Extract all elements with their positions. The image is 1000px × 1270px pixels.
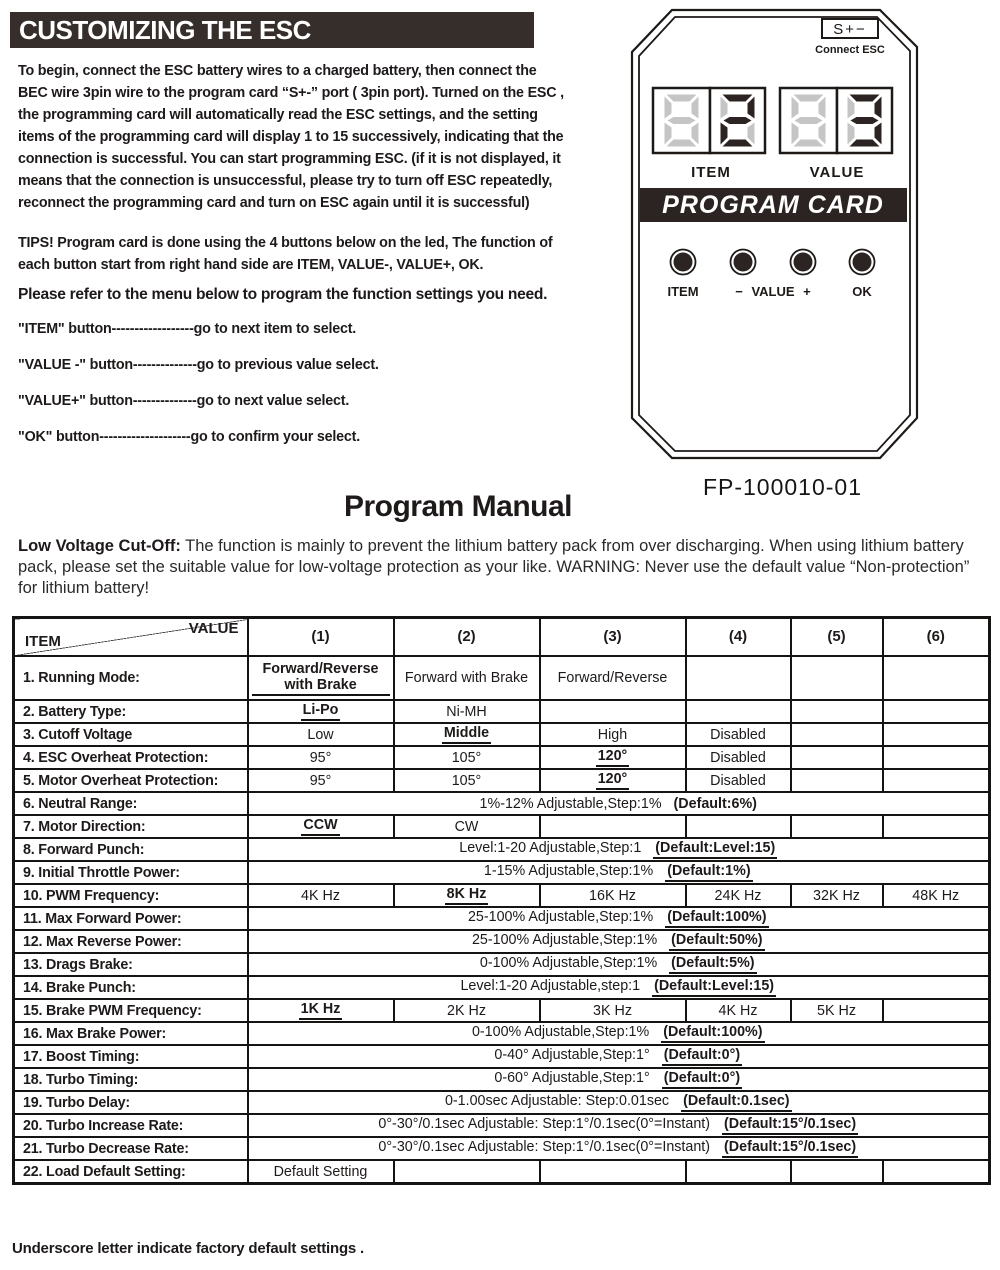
table-row bbox=[14, 999, 990, 1022]
segment-g bbox=[795, 117, 823, 124]
item-cell: 5. Motor Overheat Protection: bbox=[14, 769, 248, 792]
guide-line-item: "ITEM" button------------------go to next item to select. bbox=[18, 321, 357, 337]
footnote: Underscore letter indicate factory default settings . bbox=[12, 1240, 364, 1257]
table-row bbox=[14, 723, 990, 746]
table-row bbox=[14, 1045, 990, 1068]
value-text: Li-Po bbox=[301, 702, 341, 721]
item-cell: 1. Running Mode: bbox=[14, 656, 248, 700]
manual-title: Program Manual bbox=[343, 490, 573, 523]
value-cell bbox=[686, 746, 791, 769]
value-text: Disabled bbox=[710, 726, 766, 743]
header-col: (1) bbox=[248, 618, 394, 657]
value-cell bbox=[686, 999, 791, 1022]
table-row bbox=[14, 907, 990, 930]
table-row bbox=[14, 746, 990, 769]
value-text: Default Setting bbox=[273, 1163, 368, 1180]
span-cell bbox=[248, 838, 990, 861]
span-cell bbox=[248, 1091, 990, 1114]
table-row bbox=[14, 838, 990, 861]
default-text: (Default:Level:15) bbox=[653, 840, 777, 859]
item-cell: 2. Battery Type: bbox=[14, 700, 248, 723]
value-cell bbox=[248, 769, 394, 792]
default-text: (Default:5%) bbox=[669, 955, 756, 974]
item-value-diagonal-cell bbox=[14, 618, 248, 657]
segment-g bbox=[724, 117, 752, 124]
range-text: 0-100% Adjustable,Step:1% bbox=[479, 955, 658, 971]
table-row bbox=[14, 700, 990, 723]
value-text: Low bbox=[307, 726, 334, 743]
value-cell bbox=[686, 723, 791, 746]
value-text: 95° bbox=[309, 749, 332, 766]
value-cell bbox=[883, 999, 990, 1022]
banner-text: PROGRAM CARD bbox=[662, 191, 884, 219]
range-text: 0°-30°/0.1sec Adjustable: Step:1°/0.1sec(0°=Instant) bbox=[378, 1116, 711, 1132]
default-text: (Default:Level:15) bbox=[652, 978, 776, 997]
span-cell bbox=[248, 1137, 990, 1160]
value-cell bbox=[791, 746, 883, 769]
item-cell: 7. Motor Direction: bbox=[14, 815, 248, 838]
value-cell bbox=[540, 723, 686, 746]
item-cell: 21. Turbo Decrease Rate: bbox=[14, 1137, 248, 1160]
value-cell bbox=[248, 723, 394, 746]
item-cell: 10. PWM Frequency: bbox=[14, 884, 248, 907]
item-cell: 20. Turbo Increase Rate: bbox=[14, 1114, 248, 1137]
value-cell bbox=[394, 815, 540, 838]
table-row bbox=[14, 1137, 990, 1160]
value-text: Forward/Reverse bbox=[557, 670, 668, 686]
range-text: 1-15% Adjustable,Step:1% bbox=[483, 863, 654, 879]
default-text: (Default:0°) bbox=[662, 1047, 742, 1066]
item-button-label: ITEM bbox=[667, 284, 699, 299]
item-cell: 22. Load Default Setting: bbox=[14, 1160, 248, 1184]
button-guide bbox=[18, 319, 598, 463]
default-text: (Default:100%) bbox=[665, 909, 768, 928]
header-value-label: VALUE bbox=[188, 620, 239, 637]
item-cell: 3. Cutoff Voltage bbox=[14, 723, 248, 746]
range-text: 25-100% Adjustable,Step:1% bbox=[471, 932, 658, 948]
header-col: (4) bbox=[686, 618, 791, 657]
value-text: 24K Hz bbox=[714, 887, 762, 904]
table-header-row bbox=[14, 618, 990, 657]
value-text: 4K Hz bbox=[718, 1002, 758, 1019]
value-cell bbox=[883, 656, 990, 700]
default-text: (Default:6%) bbox=[673, 795, 757, 812]
value-plus-button[interactable] bbox=[791, 250, 816, 275]
value-text: Middle bbox=[442, 725, 491, 744]
value-text: Forward with Brake bbox=[404, 670, 529, 686]
segment-g bbox=[851, 117, 879, 124]
card-outline-outer bbox=[632, 10, 917, 458]
low-voltage-paragraph bbox=[18, 536, 984, 599]
table-row bbox=[14, 1160, 990, 1184]
value-text: High bbox=[597, 726, 628, 743]
item-cell: 16. Max Brake Power: bbox=[14, 1022, 248, 1045]
item-cell: 13. Drags Brake: bbox=[14, 953, 248, 976]
low-voltage-body: The function is mainly to prevent the lithium battery pack from over discharging. When using lithium battery pack, please set the suitable value for low-voltage protection as your like. WARNING: Never use the default value “Non-protection” for lithium battery! bbox=[18, 537, 970, 597]
item-display-label: ITEM bbox=[691, 164, 731, 181]
table-row bbox=[14, 792, 990, 815]
item-cell: 17. Boost Timing: bbox=[14, 1045, 248, 1068]
value-text: Disabled bbox=[710, 772, 766, 789]
value-cell bbox=[883, 700, 990, 723]
span-cell bbox=[248, 861, 990, 884]
table-row bbox=[14, 884, 990, 907]
item-cell: 8. Forward Punch: bbox=[14, 838, 248, 861]
program-card-illustration bbox=[615, 5, 950, 473]
value-cell bbox=[791, 884, 883, 907]
table-row bbox=[14, 656, 990, 700]
span-cell bbox=[248, 1114, 990, 1137]
value-cell bbox=[540, 700, 686, 723]
value-text: 3K Hz bbox=[593, 1002, 632, 1019]
span-cell bbox=[248, 907, 990, 930]
value-cell bbox=[540, 884, 686, 907]
value-cell bbox=[540, 746, 686, 769]
default-text: (Default:0°) bbox=[662, 1070, 742, 1089]
value-cell bbox=[791, 1160, 883, 1184]
item-cell: 19. Turbo Delay: bbox=[14, 1091, 248, 1114]
guide-line-value-plus: "VALUE+" button--------------go to next value select. bbox=[18, 393, 350, 409]
value-cell bbox=[540, 999, 686, 1022]
table-row bbox=[14, 953, 990, 976]
value-cell bbox=[883, 884, 990, 907]
value-text: Forward/Reverse with Brake bbox=[252, 661, 390, 696]
value-cell bbox=[540, 769, 686, 792]
port-caption: Connect ESC bbox=[815, 44, 885, 56]
table-row bbox=[14, 1068, 990, 1091]
ok-button[interactable] bbox=[850, 250, 875, 275]
value-text: 120° bbox=[596, 771, 630, 790]
tips-paragraph: TIPS! Program card is done using the 4 buttons below on the led, The function of each button start from right hand side are ITEM, VALUE-, VALUE+, OK. bbox=[18, 235, 553, 273]
value-cell bbox=[394, 1160, 540, 1184]
value-cell bbox=[394, 700, 540, 723]
range-text: 0-60° Adjustable,Step:1° bbox=[494, 1070, 650, 1086]
value-text: 48K Hz bbox=[912, 887, 960, 904]
header-col: (6) bbox=[883, 618, 990, 657]
value-text: 105° bbox=[451, 772, 482, 789]
value-cell bbox=[686, 815, 791, 838]
value-text: Ni-MH bbox=[446, 703, 487, 720]
value-text: CCW bbox=[301, 817, 339, 836]
ok-button-label: OK bbox=[852, 284, 872, 299]
value-text: 95° bbox=[309, 772, 332, 789]
range-text: 25-100% Adjustable,Step:1% bbox=[467, 909, 654, 925]
value-cell bbox=[540, 1160, 686, 1184]
value-cell bbox=[394, 884, 540, 907]
default-text: (Default:15°/0.1sec) bbox=[722, 1116, 858, 1135]
value-button-label: − VALUE + bbox=[735, 284, 811, 299]
default-text: (Default:50%) bbox=[669, 932, 764, 951]
range-text: 0-40° Adjustable,Step:1° bbox=[494, 1047, 650, 1063]
value-cell bbox=[540, 656, 686, 700]
header-item-label: ITEM bbox=[25, 633, 61, 651]
range-text: 0-1.00sec Adjustable: Step:0.01sec bbox=[444, 1093, 670, 1109]
range-text: Level:1-20 Adjustable,step:1 bbox=[460, 978, 641, 994]
value-cell bbox=[883, 815, 990, 838]
value-cell bbox=[686, 1160, 791, 1184]
value-text: 4K Hz bbox=[301, 887, 340, 904]
value-cell bbox=[686, 656, 791, 700]
value-cell bbox=[248, 1160, 394, 1184]
item-cell: 15. Brake PWM Frequency: bbox=[14, 999, 248, 1022]
value-text: Disabled bbox=[710, 749, 766, 766]
table-row bbox=[14, 1114, 990, 1137]
value-cell bbox=[791, 999, 883, 1022]
value-text: 5K Hz bbox=[817, 1002, 856, 1019]
value-cell bbox=[394, 723, 540, 746]
value-minus-button[interactable] bbox=[731, 250, 756, 275]
value-cell bbox=[791, 656, 883, 700]
value-cell bbox=[883, 769, 990, 792]
span-cell bbox=[248, 953, 990, 976]
table-row bbox=[14, 769, 990, 792]
item-cell: 4. ESC Overheat Protection: bbox=[14, 746, 248, 769]
value-cell bbox=[791, 700, 883, 723]
item-cell: 18. Turbo Timing: bbox=[14, 1068, 248, 1091]
span-cell bbox=[248, 792, 990, 815]
value-text: 2K Hz bbox=[447, 1002, 486, 1019]
value-cell bbox=[394, 999, 540, 1022]
header-col: (3) bbox=[540, 618, 686, 657]
value-cell bbox=[248, 746, 394, 769]
span-cell bbox=[248, 1022, 990, 1045]
value-cell bbox=[686, 769, 791, 792]
item-cell: 9. Initial Throttle Power: bbox=[14, 861, 248, 884]
value-cell bbox=[686, 884, 791, 907]
value-cell bbox=[248, 884, 394, 907]
value-cell bbox=[883, 1160, 990, 1184]
value-cell bbox=[791, 769, 883, 792]
header-col: (5) bbox=[791, 618, 883, 657]
value-cell bbox=[248, 815, 394, 838]
value-text: 32K Hz bbox=[813, 887, 860, 904]
span-cell bbox=[248, 1045, 990, 1068]
value-text: 1K Hz bbox=[299, 1001, 343, 1020]
segment-g bbox=[668, 117, 696, 124]
value-cell bbox=[791, 723, 883, 746]
value-cell bbox=[791, 815, 883, 838]
item-cell: 12. Max Reverse Power: bbox=[14, 930, 248, 953]
table-row bbox=[14, 815, 990, 838]
table-row bbox=[14, 930, 990, 953]
table-row bbox=[14, 1091, 990, 1114]
value-display-label: VALUE bbox=[809, 164, 865, 181]
value-text: 16K Hz bbox=[589, 887, 636, 904]
value-cell bbox=[883, 723, 990, 746]
range-text: 0-100% Adjustable,Step:1% bbox=[471, 1024, 650, 1040]
value-cell bbox=[394, 746, 540, 769]
value-cell bbox=[248, 700, 394, 723]
guide-line-value-minus: "VALUE -" button--------------go to previous value select. bbox=[18, 357, 379, 373]
item-button[interactable] bbox=[671, 250, 696, 275]
value-cell bbox=[248, 999, 394, 1022]
table-row bbox=[14, 1022, 990, 1045]
span-cell bbox=[248, 930, 990, 953]
span-cell bbox=[248, 1068, 990, 1091]
table-row bbox=[14, 861, 990, 884]
guide-line-ok: "OK" button--------------------go to confirm your select. bbox=[18, 429, 361, 445]
value-text: 120° bbox=[596, 748, 630, 767]
model-number: FP-100010-01 bbox=[702, 474, 863, 500]
value-cell bbox=[883, 746, 990, 769]
item-cell: 6. Neutral Range: bbox=[14, 792, 248, 815]
low-voltage-lead: Low Voltage Cut-Off: bbox=[18, 537, 181, 555]
value-cell bbox=[686, 700, 791, 723]
default-text: (Default:100%) bbox=[661, 1024, 764, 1043]
range-text: 1%-12% Adjustable,Step:1% bbox=[479, 795, 662, 812]
section-header: CUSTOMIZING THE ESC bbox=[10, 12, 534, 48]
menu-note: Please refer to the menu below to program the function settings you need. bbox=[18, 286, 548, 303]
default-text: (Default:15°/0.1sec) bbox=[722, 1139, 858, 1158]
value-cell bbox=[248, 656, 394, 700]
value-cell bbox=[394, 656, 540, 700]
default-text: (Default:1%) bbox=[665, 863, 752, 882]
value-text: 105° bbox=[451, 749, 482, 766]
table-row bbox=[14, 976, 990, 999]
value-text: 8K Hz bbox=[445, 886, 489, 905]
intro-paragraph: To begin, connect the ESC battery wires to a charged battery, then connect the BEC wire 3pin wire to the program card “S+-” port ( 3pin port). Turned on the ESC , the programming card will automatically read the ESC settings, and the setting items of the programming card will display 1 to 15 successively, indicating that the connection is successful. You can start programming ESC. (if it is not displayed, it means that the connection is unsuccessful, please try to turn off ESC repeatedly, reconnect the programming card and turn on ESC again until it is successful) bbox=[18, 63, 564, 211]
port-label: S+− bbox=[833, 21, 867, 38]
default-text: (Default:0.1sec) bbox=[681, 1093, 791, 1112]
range-text: Level:1-20 Adjustable,Step:1 bbox=[459, 840, 642, 856]
item-cell: 11. Max Forward Power: bbox=[14, 907, 248, 930]
span-cell bbox=[248, 976, 990, 999]
range-text: 0°-30°/0.1sec Adjustable: Step:1°/0.1sec(0°=Instant) bbox=[378, 1139, 711, 1155]
value-cell bbox=[394, 769, 540, 792]
value-text: CW bbox=[454, 818, 479, 835]
item-cell: 14. Brake Punch: bbox=[14, 976, 248, 999]
header-col: (2) bbox=[394, 618, 540, 657]
program-table bbox=[12, 616, 991, 1185]
value-cell bbox=[540, 815, 686, 838]
